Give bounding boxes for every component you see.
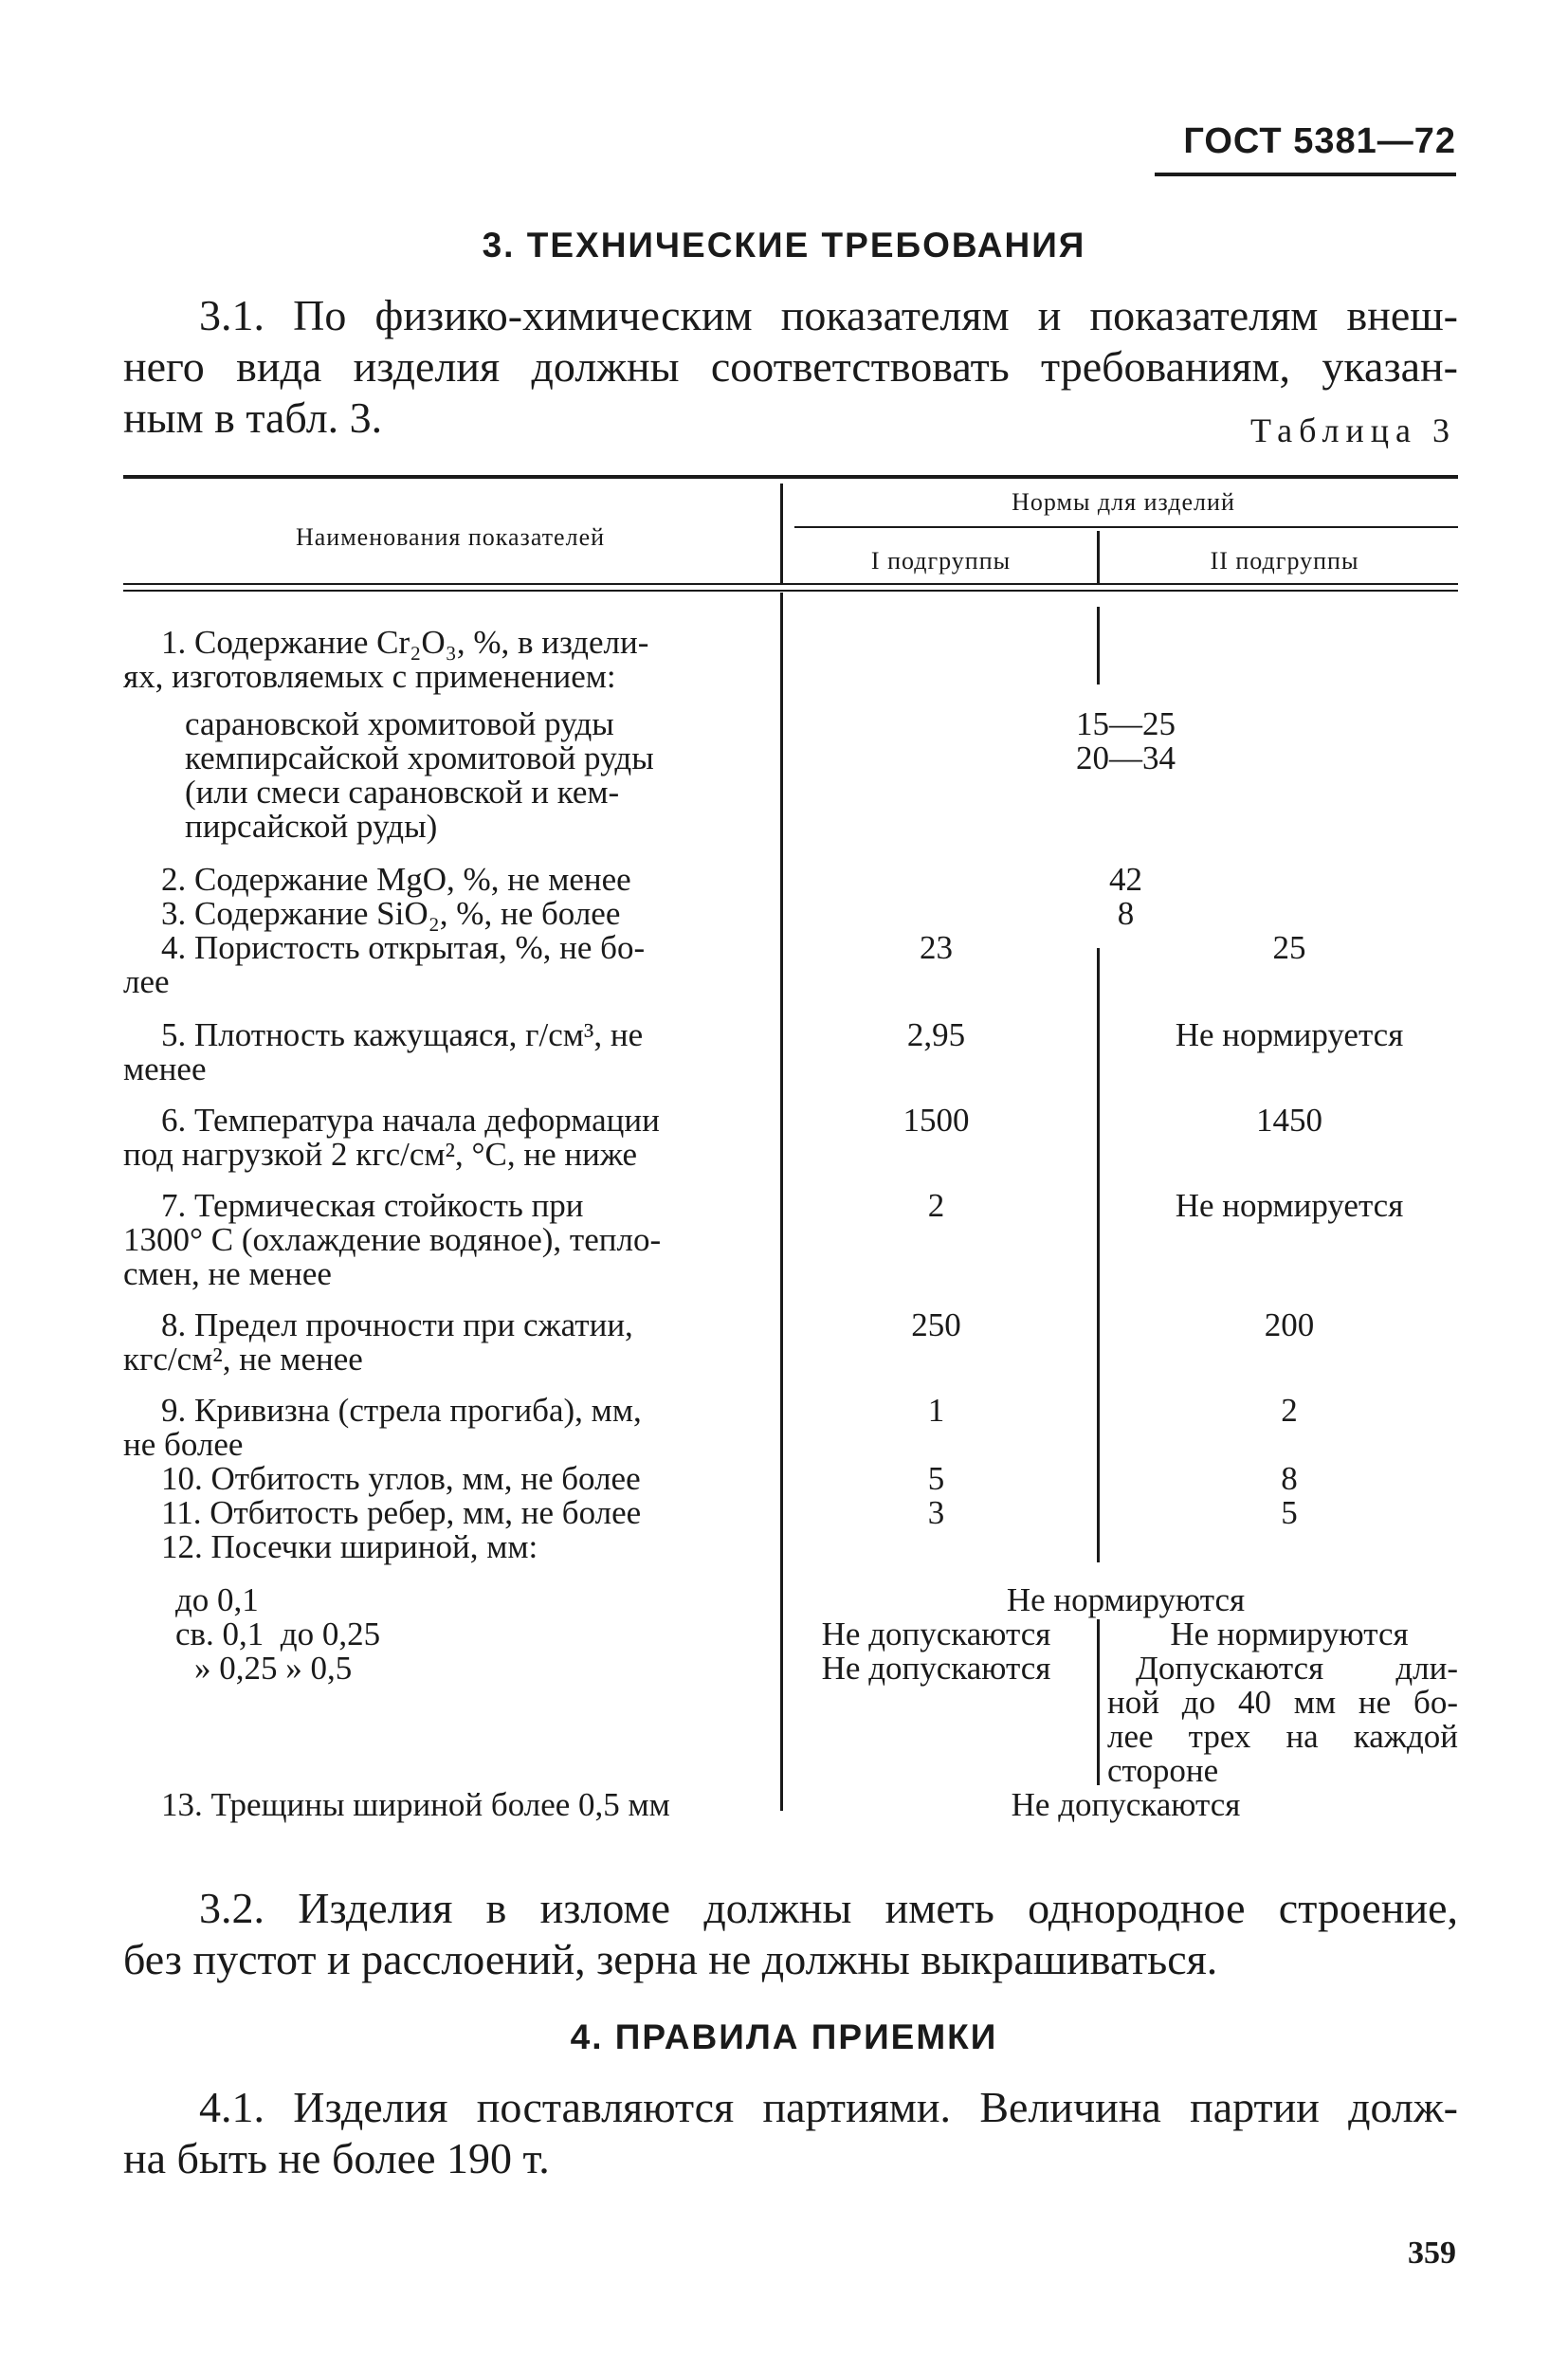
row-9-line-2: не более xyxy=(123,1426,244,1463)
table-vertical-divider-header xyxy=(780,484,783,584)
row-5-value-2: Не нормируется xyxy=(1175,1016,1404,1053)
paragraph-3-2-line-1: 3.2. Изделия в изломе должны иметь однородное строение, xyxy=(199,1884,1458,1932)
row-6-value-1: 1500 xyxy=(903,1102,970,1139)
table-row-12-name: 12. Посечки шириной, мм: xyxy=(161,1528,538,1565)
row-1-sub-2: кемпирсайской хромитовой руды xyxy=(185,739,654,776)
table-row-13-name: 13. Трещины шириной более 0,5 мм xyxy=(161,1786,670,1823)
row-1-line-1: 1. Содержание Cr₂O₃, %, в издели- xyxy=(161,624,649,661)
row-8-value-2: 200 xyxy=(1264,1306,1315,1343)
table-top-rule xyxy=(123,475,1458,479)
row-2-value: 42 xyxy=(1109,861,1142,898)
row-9-value-2: 2 xyxy=(1281,1392,1298,1429)
row-10-value-1: 5 xyxy=(927,1460,945,1497)
row-12-sub-3-value-2-line-4: стороне xyxy=(1107,1752,1219,1789)
row-5-line-2: менее xyxy=(123,1050,207,1087)
table-row-12-subitems xyxy=(123,1583,739,1686)
row-12-sub-2-value-1: Не допускаются xyxy=(821,1615,1051,1652)
row-4-value-2: 25 xyxy=(1272,929,1306,966)
table-caption: Таблица 3 xyxy=(1250,411,1456,449)
paragraph-4-1-line-1: 4.1. Изделия поставляются партиями. Величина партии долж- xyxy=(199,2083,1458,2131)
row-12-sub-1: до 0,1 xyxy=(175,1581,259,1618)
row-5-line-1: 5. Плотность кажущаяся, г/см³, не xyxy=(161,1016,644,1053)
row-4-line-2: лее xyxy=(123,963,170,1000)
paragraph-3-1-line-3: ным в табл. 3. xyxy=(123,393,383,442)
row-1-sub-1: сарановской хромитовой руды xyxy=(185,705,614,742)
row-6-value-2: 1450 xyxy=(1256,1102,1322,1139)
row-12-sub-3-value-2 xyxy=(1107,1652,1458,1788)
row-8-value-1: 250 xyxy=(911,1306,961,1343)
table-row-4-name xyxy=(123,931,739,999)
row-1-value-2: 20—34 xyxy=(1076,739,1176,776)
row-4-line-1: 4. Пористость открытая, %, не бо- xyxy=(161,929,646,966)
table-row-3-name: 3. Содержание SiO₂, %, не более xyxy=(161,895,621,932)
row-12-sub-3: » 0,25 » 0,5 xyxy=(194,1650,353,1687)
paragraph-4-1-line-2: на быть не более 190 т. xyxy=(123,2134,550,2182)
row-7-line-3: смен, не менее xyxy=(123,1255,332,1292)
table-row-10-name: 10. Отбитость углов, мм, не более xyxy=(161,1460,641,1497)
document-code: ГОСТ 5381—72 xyxy=(1183,121,1456,161)
table-row-8-name xyxy=(123,1308,739,1377)
row-7-value-2: Не нормируется xyxy=(1175,1187,1404,1224)
table-norms-rule xyxy=(794,526,1458,528)
table-row-11-name: 11. Отбитость ребер, мм, не более xyxy=(161,1494,642,1531)
row-13-value: Не допускаются xyxy=(1011,1786,1241,1823)
paragraph-3-2 xyxy=(123,1883,1458,1985)
row-12-sub-1-value: Не нормируются xyxy=(1006,1581,1246,1618)
row-1-sub-4: пирсайской руды) xyxy=(185,808,438,845)
row-12-sub-3-value-2-line-2: ной до 40 мм не бо- xyxy=(1107,1684,1458,1721)
paragraph-3-1-line-2: него вида изделия должны соответствовать требованиям, указан- xyxy=(123,342,1458,391)
table-row-5-name xyxy=(123,1018,739,1086)
section-4-title: 4. ПРАВИЛА ПРИЕМКИ xyxy=(570,2017,998,2056)
row-3-value: 8 xyxy=(1117,895,1135,932)
document-code-underline xyxy=(1155,173,1456,176)
row-1-value-1: 15—25 xyxy=(1076,705,1176,742)
table-header-rule-2 xyxy=(123,590,1458,592)
table-header-rule-1 xyxy=(123,583,1458,585)
row-6-line-2: под нагрузкой 2 кгс/см², °С, не ниже xyxy=(123,1136,638,1173)
row-1-line-2: ях, изготовляемых с применением: xyxy=(123,658,616,695)
row-7-line-2: 1300° С (охлаждение водяное), тепло- xyxy=(123,1221,662,1258)
row-9-line-1: 9. Кривизна (стрела прогиба), мм, xyxy=(161,1392,642,1429)
row-6-line-1: 6. Температура начала деформации xyxy=(161,1102,660,1139)
row-1-sub-3: (или смеси сарановской и кем- xyxy=(185,774,620,811)
paragraph-3-1-line-1: 3.1. По физико-химическим показателям и показателям внеш- xyxy=(199,291,1458,339)
row-12-sub-3-value-1: Не допускаются xyxy=(821,1650,1051,1687)
table-header-subgroup-1: I подгруппы xyxy=(870,547,1012,575)
paragraph-3-2-line-2: без пустот и расслоений, зерна не должны выкрашиваться. xyxy=(123,1935,1218,1983)
row-10-value-2: 8 xyxy=(1281,1460,1298,1497)
table-subgroup-divider-header xyxy=(1097,531,1100,584)
table-header-indicator-names: Наименования показателей xyxy=(295,523,606,551)
row-8-line-1: 8. Предел прочности при сжатии, xyxy=(161,1306,633,1343)
paragraph-4-1 xyxy=(123,2082,1458,2184)
row-8-line-2: кгс/см², не менее xyxy=(123,1341,363,1378)
table-subgroup-divider-c xyxy=(1097,1619,1100,1785)
page-number: 359 xyxy=(1408,2236,1456,2271)
table-row-1-name xyxy=(123,626,739,694)
table-header-subgroup-2: II подгруппы xyxy=(1210,547,1359,575)
table-subgroup-divider-a xyxy=(1097,607,1100,685)
row-9-value-1: 1 xyxy=(927,1392,945,1429)
row-12-sub-3-value-2-line-3: лее трех на каждой xyxy=(1107,1718,1458,1755)
row-11-value-1: 3 xyxy=(927,1494,945,1531)
row-12-sub-3-value-2-line-1: Допускаются дли- xyxy=(1136,1650,1458,1687)
row-12-sub-2: св. 0,1 до 0,25 xyxy=(175,1615,381,1652)
row-11-value-2: 5 xyxy=(1281,1494,1298,1531)
table-header-norms: Нормы для изделий xyxy=(1012,488,1235,516)
row-4-value-1: 23 xyxy=(920,929,953,966)
row-7-line-1: 7. Термическая стойкость при xyxy=(161,1187,584,1224)
row-7-value-1: 2 xyxy=(927,1187,945,1224)
table-row-9-name xyxy=(123,1394,739,1462)
table-subgroup-divider-b xyxy=(1097,948,1100,1562)
row-12-sub-2-value-2: Не нормируются xyxy=(1170,1615,1409,1652)
table-row-6-name xyxy=(123,1104,739,1172)
table-row-7-name xyxy=(123,1189,739,1291)
section-3-title: 3. ТЕХНИЧЕСКИЕ ТРЕБОВАНИЯ xyxy=(482,226,1086,265)
table-row-1-subitems xyxy=(123,707,739,844)
table-row-2-name: 2. Содержание MgO, %, не менее xyxy=(161,861,631,898)
row-5-value-1: 2,95 xyxy=(906,1016,966,1053)
